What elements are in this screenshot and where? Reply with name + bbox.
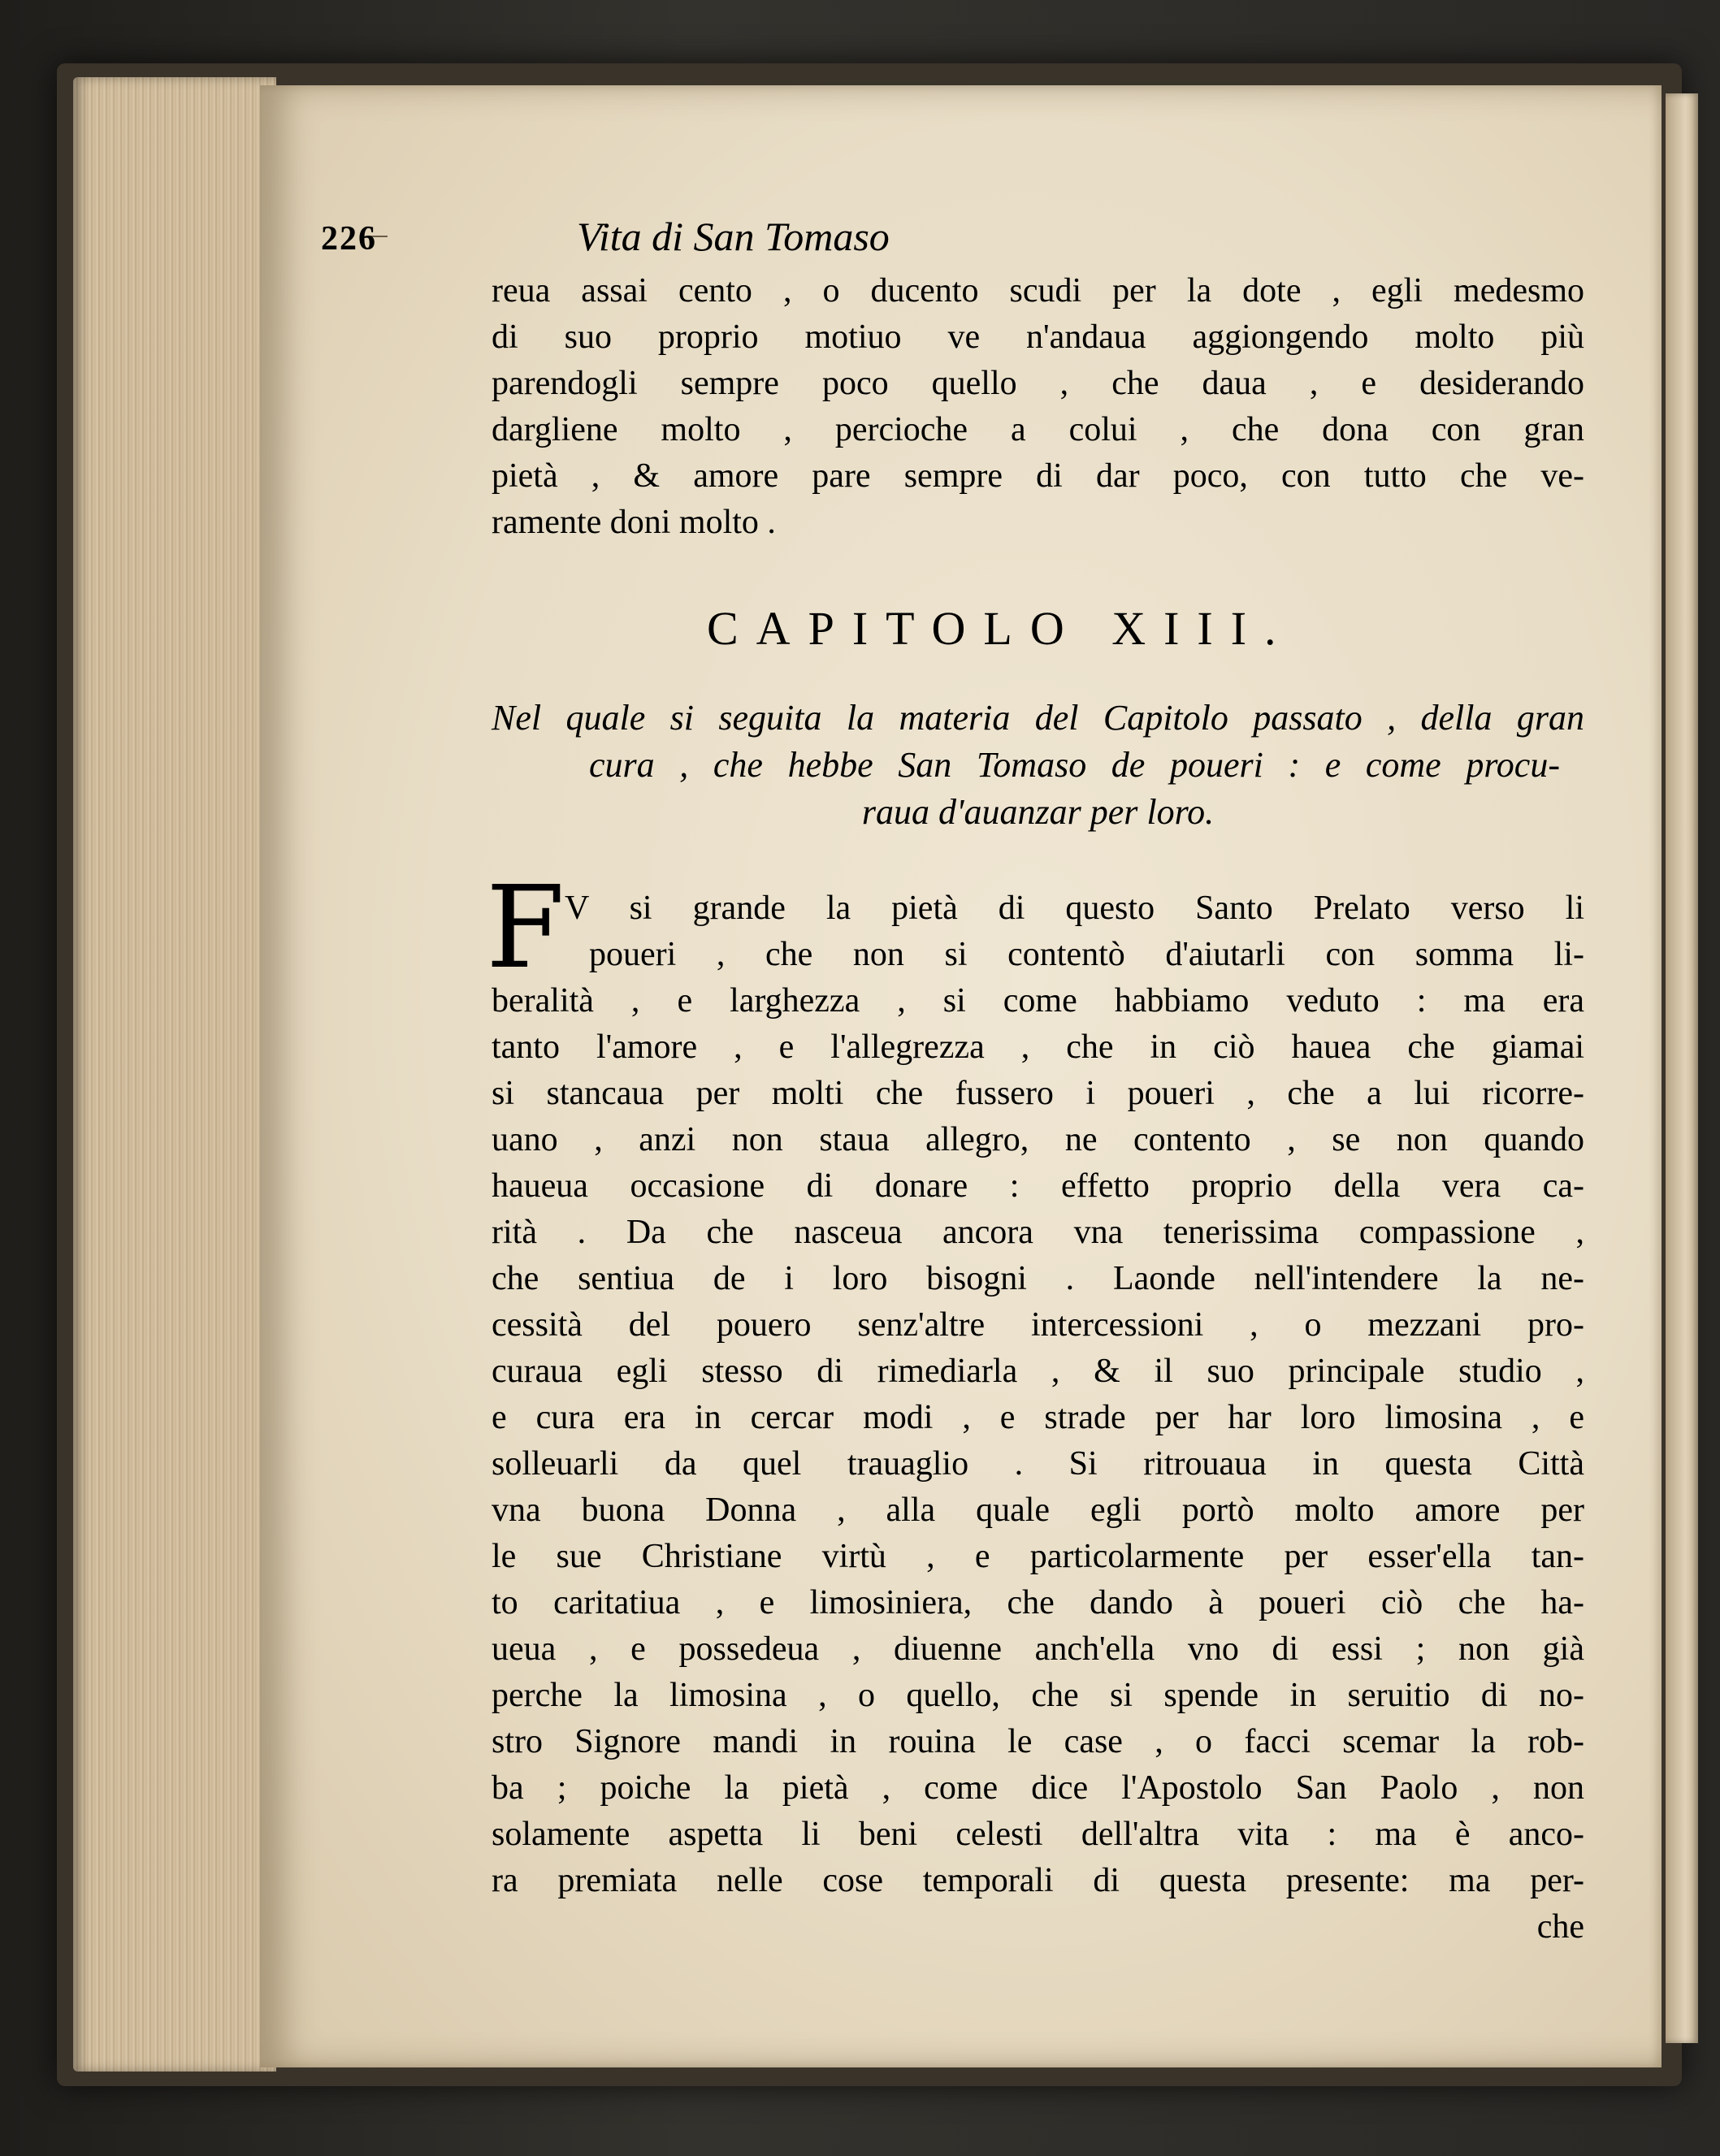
text-line: e cura era in cercar modi , e strade per har loro limosina , e	[492, 1399, 1584, 1436]
text-line: dargliene molto , percioche a colui , che dona con gran	[492, 411, 1584, 448]
text-line: haueua occasione di donare : effetto proprio della vera ca-	[492, 1167, 1584, 1205]
summary-line: raua d'auanzar per loro.	[861, 792, 1215, 832]
running-title: Vita di San Tomaso	[577, 214, 890, 259]
text-line: V si grande la pietà di questo Santo Prelato verso li	[565, 890, 1584, 927]
chapter-body	[492, 885, 1584, 1950]
text-line: rità . Da che nasceua ancora vna tenerissima compassione ,	[492, 1214, 1584, 1251]
facing-page-edge	[1666, 93, 1698, 2043]
text-line: di suo proprio motiuo ve n'andaua aggiongendo molto più	[492, 318, 1584, 356]
drop-cap-initial: F	[486, 862, 565, 994]
text-line: le sue Christiane virtù , e particolarmente per esser'ella tan-	[492, 1538, 1584, 1575]
text-line: perche la limosina , o quello, che si spende in seruitio di no-	[492, 1677, 1584, 1714]
text-line: beralità , e larghezza , si come habbiamo veduto : ma era	[492, 982, 1584, 1020]
text-line: si stancaua per molti che fussero i poueri , che a lui ricorre-	[492, 1075, 1584, 1112]
text-line: solamente aspetta li beni celesti dell'altra vita : ma è anco-	[492, 1816, 1584, 1853]
summary-line: cura , che hebbe San Tomaso de poueri : e come procu-	[589, 745, 1560, 785]
text-line: vna buona Donna , alla quale egli portò molto amore per	[492, 1491, 1584, 1529]
text-line: ramente doni molto .	[492, 504, 776, 541]
summary-line: Nel quale si seguita la materia del Capitolo passato , della gran	[492, 698, 1584, 738]
continued-paragraph	[492, 268, 1584, 546]
chapter-summary	[492, 695, 1584, 836]
text-line: ueua , e possedeua , diuenne anch'ella vno di essi ; non già	[492, 1630, 1584, 1668]
text-line: che sentiua de i loro bisogni . Laonde nell'intendere la ne-	[492, 1260, 1584, 1297]
text-line: ra premiata nelle cose temporali di questa presente: ma per-	[492, 1862, 1584, 1899]
text-line: pietà , & amore pare sempre di dar poco, con tutto che ve-	[492, 457, 1584, 495]
page-edges-stack	[73, 77, 276, 2072]
page-number: 226	[321, 220, 377, 258]
text-line: cessità del pouero senz'altre intercessioni , o mezzani pro-	[492, 1306, 1584, 1344]
text-line: curaua egli stesso di rimediarla , & il suo principale studio ,	[492, 1353, 1584, 1390]
text-line: poueri , che non si contentò d'aiutarli con somma li-	[589, 936, 1584, 973]
text-line: reua assai cento , o ducento scudi per la dote , egli medesmo	[492, 272, 1584, 310]
text-line: parendogli sempre poco quello , che daua , e desiderando	[492, 365, 1584, 402]
text-line: to caritatiua , e limosiniera, che dando à poueri ciò che ha-	[492, 1584, 1584, 1621]
catchword: che	[1536, 1908, 1584, 1946]
text-line: ba ; poiche la pietà , come dice l'Apostolo San Paolo , non	[492, 1769, 1584, 1807]
chapter-heading: CAPITOLO XIII.	[707, 602, 1294, 655]
text-line: solleuarli da quel trauaglio . Si ritrouaua in questa Città	[492, 1445, 1584, 1483]
text-line: stro Signore mandi in rouina le case , o facci scemar la rob-	[492, 1723, 1584, 1760]
text-line: uano , anzi non staua allegro, ne contento , se non quando	[492, 1121, 1584, 1158]
text-line: tanto l'amore , e l'allegrezza , che in ciò hauea che giamai	[492, 1028, 1584, 1066]
